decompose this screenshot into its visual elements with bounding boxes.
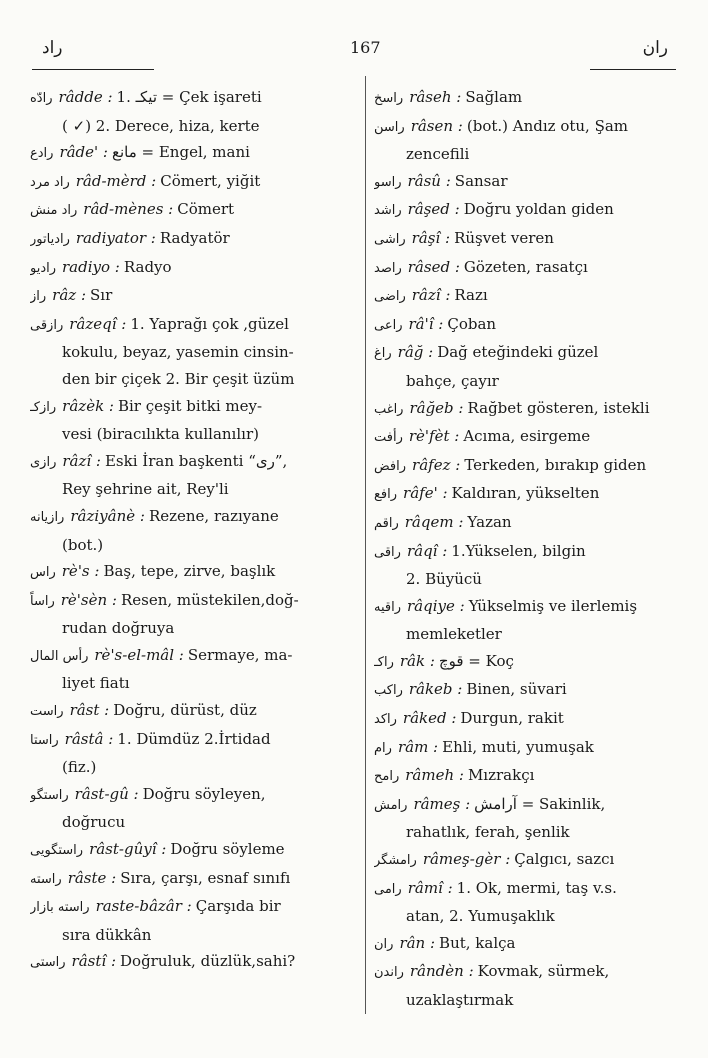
entry-transliteration: râm :: [397, 737, 439, 756]
entry-arabic-headword: رازكـ: [30, 399, 57, 415]
dictionary-entry: [30, 139, 350, 168]
entry-arabic-headword: راندن: [374, 965, 404, 981]
entry-transliteration: râğ :: [397, 343, 434, 362]
entry-transliteration: râfe' :: [403, 484, 448, 503]
entry-transliteration: râmeh :: [405, 766, 464, 785]
entry-definition: قوچ = Koç: [438, 651, 514, 670]
entry-first-line: [374, 648, 674, 677]
entry-arabic-headword: راستى: [30, 955, 66, 971]
running-head-left: راد: [42, 38, 63, 58]
entry-transliteration: radiyo :: [62, 257, 120, 276]
entry-first-line: [374, 168, 674, 197]
entry-transliteration: râk :: [399, 651, 435, 670]
entry-arabic-headword: راساً: [30, 593, 55, 609]
entry-arabic-headword: راسو: [374, 174, 402, 190]
dictionary-entry: [30, 836, 350, 865]
entry-definition: But, kalça: [439, 933, 516, 952]
entry-arabic-headword: راكد: [374, 712, 397, 728]
entry-arabic-headword: راشد: [374, 203, 402, 219]
dictionary-entry: [30, 282, 350, 311]
entry-transliteration: râseh :: [409, 88, 462, 106]
entry-first-line: [30, 84, 350, 113]
entry-arabic-headword: راقى: [374, 544, 401, 560]
entry-definition: Rağbet gösteren, istekli: [467, 398, 650, 417]
dictionary-entry: [30, 254, 350, 283]
dictionary-entry: [30, 587, 350, 642]
entry-transliteration: râde' :: [59, 143, 108, 162]
entry-definition: Rüşvet veren: [454, 228, 554, 247]
entry-arabic-headword: راد منش: [30, 203, 78, 219]
entry-definition: آرامش = Sakinlik,: [474, 794, 606, 813]
dictionary-entry: [374, 762, 674, 791]
entry-definition: 1. تيكـ = Çek işareti: [116, 88, 262, 106]
entry-definition: Çarşıda bir: [195, 897, 281, 916]
entry-first-line: [30, 642, 350, 671]
entry-first-line: [374, 791, 674, 820]
entry-arabic-headword: راسته: [30, 871, 62, 887]
entry-arabic-headword: راقم: [374, 515, 399, 531]
right-column: [374, 84, 674, 1014]
entry-continuation: liyet fiatı: [62, 674, 130, 693]
entry-definition: Bir çeşit bitki mey-: [117, 396, 263, 415]
entry-arabic-headword: راسخ: [374, 91, 404, 106]
entry-first-line: [30, 558, 350, 587]
entry-arabic-headword: راغب: [374, 401, 404, 417]
entry-arabic-headword: رافع: [374, 487, 398, 503]
entry-definition: Yazan: [467, 512, 512, 531]
entry-transliteration: râmî :: [407, 878, 453, 897]
entry-transliteration: rè'sèn :: [60, 590, 117, 609]
entry-definition: Binen, süvari: [466, 680, 567, 699]
entry-first-line: [30, 836, 350, 865]
entry-arabic-headword: راصد: [374, 260, 402, 276]
entry-arabic-headword: رادّه: [30, 91, 53, 106]
entry-arabic-headword: راستگو: [30, 787, 69, 803]
entry-transliteration: râsen :: [410, 116, 463, 135]
entry-first-line: [374, 395, 674, 424]
entry-first-line: [30, 225, 350, 254]
entry-definition: Acıma, esirgeme: [463, 427, 591, 446]
entry-transliteration: rè'fèt :: [408, 427, 460, 446]
dictionary-entry: [374, 168, 674, 197]
entry-continuation: kokulu, beyaz, yasemin cinsin-: [62, 343, 294, 362]
entry-arabic-headword: راكب: [374, 683, 403, 699]
entry-definition: 1.Yükselen, bilgin: [451, 541, 586, 560]
entry-continuation: sıra dükkân: [62, 925, 152, 944]
entry-transliteration: râmeş :: [413, 794, 471, 813]
dictionary-entry: [30, 893, 350, 948]
entry-arabic-headword: راز: [30, 289, 47, 305]
entry-arabic-headword: راس: [30, 565, 56, 581]
entry-arabic-headword: رازيانه: [30, 509, 65, 525]
entry-transliteration: râz :: [52, 286, 87, 305]
running-head-right: ران: [642, 38, 668, 58]
entry-arabic-headword: ران: [374, 936, 394, 952]
entry-first-line: [374, 509, 674, 538]
entry-definition: Sıra, çarşı, esnaf sınıfı: [120, 868, 291, 887]
entry-first-line: [30, 503, 350, 532]
entry-first-line: [30, 448, 350, 477]
entry-transliteration: râşî :: [411, 228, 451, 247]
entry-transliteration: rân :: [399, 933, 436, 952]
entry-arabic-headword: راستا: [30, 732, 59, 748]
entry-arabic-headword: راستگويى: [30, 843, 84, 859]
entry-arabic-headword: رامش: [374, 797, 408, 813]
entry-transliteration: rè's :: [61, 562, 100, 581]
entry-first-line: [374, 705, 674, 734]
entry-first-line: [30, 865, 350, 894]
entry-definition: Baş, tepe, zirve, başlık: [103, 562, 276, 581]
dictionary-entry: [374, 113, 674, 168]
entry-first-line: [30, 726, 350, 755]
entry-continuation: rudan doğruya: [62, 619, 175, 638]
entry-definition: Çalgıcı, sazcı: [514, 850, 615, 869]
entry-transliteration: rândèn :: [409, 962, 474, 981]
dictionary-entry: [30, 448, 350, 503]
entry-transliteration: râstâ :: [64, 729, 114, 748]
dictionary-entry: [374, 509, 674, 538]
entry-transliteration: râzeqî :: [69, 314, 127, 333]
entry-continuation: rahatlık, ferah, şenlik: [406, 823, 570, 842]
entry-first-line: [374, 423, 674, 452]
entry-first-line: [374, 676, 674, 705]
dictionary-entry: [30, 697, 350, 726]
dictionary-entry: [374, 254, 674, 283]
entry-arabic-headword: راقيه: [374, 599, 401, 615]
entry-first-line: [374, 958, 674, 987]
dictionary-entry: [374, 676, 674, 705]
dictionary-entry: [30, 503, 350, 558]
entry-definition: Yükselmiş ve ilerlemiş: [468, 596, 638, 615]
dictionary-entry: [374, 930, 674, 959]
dictionary-entry: [374, 282, 674, 311]
entry-arabic-headword: راغ: [374, 346, 392, 362]
entry-arabic-headword: راسن: [374, 119, 405, 135]
entry-transliteration: râd-mèrd :: [75, 171, 157, 190]
entry-arabic-headword: رامشگر: [374, 853, 417, 869]
entry-definition: Sermaye, ma-: [187, 645, 293, 664]
entry-definition: Doğru söyleyen,: [142, 784, 266, 803]
page-number: 167: [350, 38, 381, 57]
entry-arabic-headword: راعى: [374, 317, 403, 333]
entry-first-line: [374, 930, 674, 959]
dictionary-entry: [30, 84, 350, 139]
entry-definition: 1. Dümdüz 2.İrtidad: [117, 729, 271, 748]
entry-continuation: atan, 2. Yumuşaklık: [406, 907, 555, 926]
entry-definition: Razı: [454, 286, 488, 305]
entry-transliteration: raste-bâzâr :: [95, 897, 192, 916]
entry-definition: Gözeten, rasatçı: [463, 257, 588, 276]
entry-first-line: [30, 139, 350, 168]
entry-definition: Kaldıran, yükselten: [451, 484, 600, 503]
dictionary-entry: [30, 196, 350, 225]
entry-transliteration: râziyânè :: [70, 506, 145, 525]
entry-continuation: zencefili: [406, 145, 470, 164]
entry-transliteration: rè's-el-mâl :: [94, 645, 184, 664]
entry-arabic-headword: رادع: [30, 146, 54, 162]
entry-first-line: [374, 762, 674, 791]
entry-transliteration: râzî :: [62, 451, 101, 470]
entry-definition: 1. Yaprağı çok ,güzel: [130, 314, 289, 333]
entry-continuation: vesi (biracılıkta kullanılır): [62, 425, 259, 444]
entry-transliteration: râğeb :: [409, 398, 464, 417]
entry-arabic-headword: رامى: [374, 881, 402, 897]
entry-transliteration: râste :: [67, 868, 117, 887]
entry-definition: Terkeden, bırakıp giden: [464, 455, 647, 474]
dictionary-entry: [30, 393, 350, 448]
entry-transliteration: râqî :: [406, 541, 448, 560]
column-divider: [365, 76, 366, 1014]
entry-definition: 1. Ok, mermi, taş v.s.: [456, 878, 617, 897]
entry-first-line: [30, 393, 350, 422]
entry-definition: (bot.) Andız otu, Şam: [466, 116, 629, 135]
entry-first-line: [374, 225, 674, 254]
entry-first-line: [30, 168, 350, 197]
entry-first-line: [374, 113, 674, 142]
entry-first-line: [30, 781, 350, 810]
entry-definition: Doğru yoldan giden: [463, 200, 614, 219]
entry-definition: Kovmak, sürmek,: [477, 962, 610, 981]
entry-definition: Dağ eteğindeki güzel: [437, 343, 599, 362]
dictionary-entry: [374, 593, 674, 648]
entry-first-line: [30, 893, 350, 922]
entry-arabic-headword: رازى: [30, 454, 57, 470]
entry-definition: Sır: [90, 286, 113, 305]
entry-definition: Doğru söyleme: [170, 840, 285, 859]
dictionary-entry: [30, 865, 350, 894]
dictionary-entry: [374, 480, 674, 509]
dictionary-entry: [374, 846, 674, 875]
entry-definition: Radyo: [123, 257, 172, 276]
entry-transliteration: râzî :: [411, 286, 451, 305]
entry-transliteration: râked :: [402, 709, 457, 728]
entry-transliteration: râsû :: [407, 171, 451, 190]
dictionary-entry: [374, 875, 674, 930]
entry-arabic-headword: راكـ: [374, 654, 394, 670]
entry-definition: Cömert, yiğit: [160, 171, 261, 190]
dictionary-entry: [374, 734, 674, 763]
entry-continuation: doğrucu: [62, 813, 126, 832]
entry-arabic-headword: راشى: [374, 231, 406, 247]
dictionary-entry: [374, 958, 674, 1013]
entry-transliteration: râzèk :: [62, 396, 114, 415]
dictionary-entry: [374, 311, 674, 340]
entry-first-line: [30, 282, 350, 311]
entry-continuation: ( ✓) 2. Derece, hiza, kerte: [62, 116, 260, 135]
entry-definition: Çoban: [447, 314, 497, 333]
entry-arabic-headword: راست: [30, 704, 64, 720]
entry-first-line: [30, 311, 350, 340]
entry-first-line: [374, 593, 674, 622]
entry-definition: Doğruluk, düzlük,sahi?: [120, 952, 296, 971]
dictionary-entry: [374, 648, 674, 677]
entry-first-line: [374, 84, 674, 113]
entry-first-line: [374, 311, 674, 340]
header-rule-right: [590, 69, 676, 70]
entry-definition: Sağlam: [465, 88, 523, 106]
entry-continuation: bahçe, çayır: [406, 371, 499, 390]
entry-first-line: [374, 339, 674, 368]
entry-arabic-headword: رأفت: [374, 430, 403, 446]
entry-definition: Resen, müstekilen,doğ-: [120, 590, 299, 609]
entry-arabic-headword: راد مرد: [30, 174, 70, 190]
dictionary-entry: [374, 791, 674, 846]
dictionary-entry: [374, 84, 674, 113]
entry-arabic-headword: رامح: [374, 769, 400, 785]
entry-definition: Durgun, rakit: [460, 709, 564, 728]
entry-arabic-headword: رافض: [374, 458, 407, 474]
entry-continuation: den bir çiçek 2. Bir çeşit üzüm: [62, 369, 295, 388]
entry-first-line: [374, 734, 674, 763]
entry-first-line: [30, 697, 350, 726]
entry-first-line: [374, 480, 674, 509]
entry-definition: Doğru, dürüst, düz: [113, 701, 257, 720]
entry-arabic-headword: راسته بازار: [30, 900, 90, 916]
entry-continuation: uzaklaştırmak: [406, 991, 514, 1009]
dictionary-entry: [374, 423, 674, 452]
entry-transliteration: râqiye :: [407, 596, 465, 615]
dictionary-entry: [30, 225, 350, 254]
entry-definition: Cömert: [177, 200, 235, 219]
entry-first-line: [374, 875, 674, 904]
entry-continuation: (fiz.): [62, 758, 97, 777]
entry-transliteration: râ'î :: [408, 314, 444, 333]
entry-arabic-headword: رام: [374, 740, 392, 756]
dictionary-entry: [374, 395, 674, 424]
entry-transliteration: râkeb :: [408, 680, 463, 699]
entry-transliteration: râfez :: [412, 455, 461, 474]
entry-first-line: [374, 452, 674, 481]
entry-definition: مانع = Engel, mani: [111, 143, 250, 162]
dictionary-entry: [374, 705, 674, 734]
dictionary-entry: [30, 781, 350, 836]
entry-first-line: [374, 254, 674, 283]
dictionary-entry: [30, 558, 350, 587]
entry-continuation: Rey şehrine ait, Rey'li: [62, 480, 229, 499]
entry-arabic-headword: رأس المال: [30, 648, 89, 664]
entry-continuation: (bot.): [62, 535, 104, 554]
entry-arabic-headword: رادياتور: [30, 231, 70, 247]
dictionary-entry: [374, 538, 674, 593]
entry-first-line: [30, 948, 350, 977]
dictionary-entry: [30, 642, 350, 697]
dictionary-entry: [374, 196, 674, 225]
entry-transliteration: radiyator :: [75, 228, 156, 247]
entry-transliteration: râstî :: [71, 952, 117, 971]
entry-first-line: [374, 846, 674, 875]
entry-definition: Rezene, razıyane: [148, 506, 279, 525]
entry-arabic-headword: رازقى: [30, 317, 64, 333]
entry-first-line: [374, 282, 674, 311]
entry-first-line: [30, 254, 350, 283]
entry-transliteration: râd-mènes :: [83, 200, 174, 219]
entry-definition: Eski İran başkenti “رى”,: [104, 451, 288, 470]
header-rule-left: [32, 69, 154, 70]
dictionary-entry: [30, 948, 350, 977]
entry-continuation: memleketler: [406, 625, 502, 644]
entry-transliteration: râdde :: [58, 88, 113, 106]
left-column: [30, 84, 350, 977]
entry-continuation: 2. Büyücü: [406, 570, 482, 589]
entry-transliteration: râst-gû :: [74, 784, 139, 803]
entry-arabic-headword: راديو: [30, 260, 57, 276]
dictionary-entry: [374, 339, 674, 394]
dictionary-entry: [30, 726, 350, 781]
entry-first-line: [30, 587, 350, 616]
entry-definition: Mızrakçı: [467, 766, 535, 785]
entry-transliteration: râqem :: [404, 512, 464, 531]
entry-definition: Ehli, muti, yumuşak: [442, 737, 594, 756]
entry-transliteration: râst :: [69, 701, 110, 720]
dictionary-entry: [374, 225, 674, 254]
entry-transliteration: râst-gûyî :: [89, 840, 167, 859]
entry-transliteration: râşed :: [407, 200, 460, 219]
dictionary-entry: [374, 452, 674, 481]
entry-transliteration: râsed :: [407, 257, 460, 276]
entry-first-line: [30, 196, 350, 225]
entry-definition: Radyatör: [159, 228, 230, 247]
entry-first-line: [374, 196, 674, 225]
dictionary-entry: [30, 168, 350, 197]
entry-definition: Sansar: [454, 171, 508, 190]
entry-arabic-headword: راضى: [374, 289, 406, 305]
dictionary-entry: [30, 311, 350, 393]
entry-transliteration: râmeş-gèr :: [422, 850, 511, 869]
entry-first-line: [374, 538, 674, 567]
